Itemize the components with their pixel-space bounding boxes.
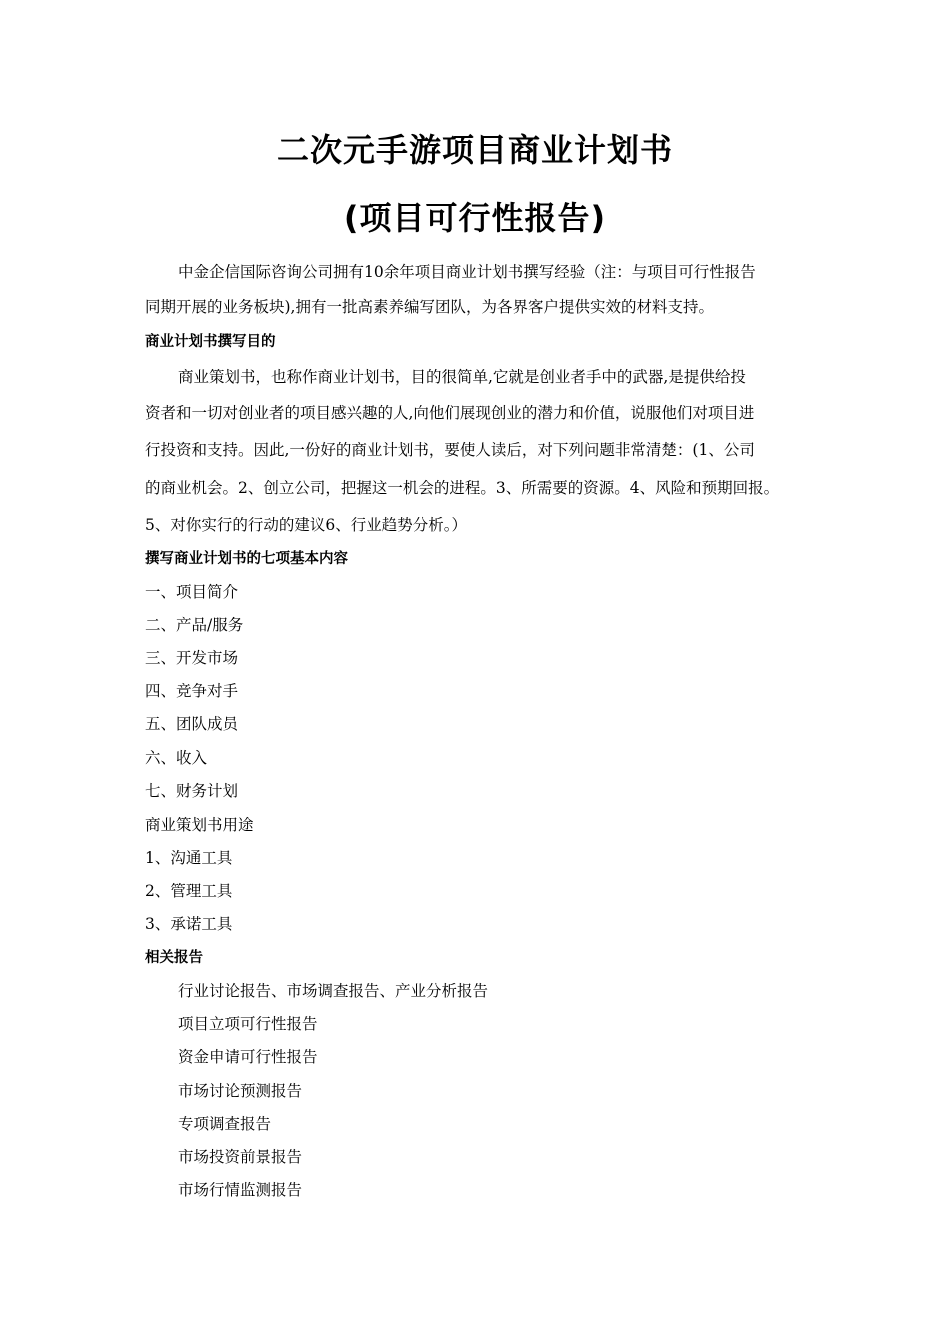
intro-line: 同期开展的业务板块),拥有一批高素养编写团队，为各界客户提供实效的材料支持。 bbox=[145, 298, 714, 316]
section-heading-contents: 撰写商业计划书的七项基本内容 bbox=[145, 551, 348, 567]
list-item: 五、团队成员 bbox=[145, 715, 239, 733]
list-item: 一、项目简介 bbox=[145, 583, 239, 601]
paragraph-line: 行投资和支持。因此,一份好的商业计划书，要使人读后，对下列问题非常清楚：(1、公司 bbox=[145, 441, 755, 459]
section-heading-related: 相关报告 bbox=[145, 950, 203, 966]
list-item: 2、管理工具 bbox=[145, 882, 233, 900]
related-report-item: 项目立项可行性报告 bbox=[178, 1015, 318, 1033]
related-report-item: 专项调查报告 bbox=[178, 1115, 272, 1133]
list-item: 二、产品/服务 bbox=[145, 616, 244, 634]
related-report-item: 行业讨论报告、市场调查报告、产业分析报告 bbox=[178, 982, 489, 1000]
list-item: 三、开发市场 bbox=[145, 649, 239, 667]
paragraph-line: 资者和一切对创业者的项目感兴趣的人,向他们展现创业的潜力和价值，说服他们对项目进 bbox=[145, 404, 755, 422]
paragraph-line: 5、对你实行的行动的建议6、行业趋势分析。） bbox=[145, 516, 467, 534]
paragraph-line: 商业策划书，也称作商业计划书，目的很简单,它就是创业者手中的武器,是提供给投 bbox=[178, 368, 746, 386]
intro-line: 中金企信国际咨询公司拥有10余年项目商业计划书撰写经验（注：与项目可行性报告 bbox=[178, 263, 756, 281]
related-report-item: 市场投资前景报告 bbox=[178, 1148, 303, 1166]
related-report-item: 资金申请可行性报告 bbox=[178, 1048, 318, 1066]
section-heading-purpose: 商业计划书撰写目的 bbox=[145, 334, 276, 350]
document-subtitle: (项目可行性报告) bbox=[343, 199, 607, 237]
related-report-item: 市场行情监测报告 bbox=[178, 1181, 303, 1199]
list-item: 六、收入 bbox=[145, 749, 208, 767]
list-item: 1、沟通工具 bbox=[145, 849, 233, 867]
document-title: 二次元手游项目商业计划书 bbox=[276, 131, 673, 169]
related-report-item: 市场讨论预测报告 bbox=[178, 1082, 303, 1100]
list-item: 四、竞争对手 bbox=[145, 682, 239, 700]
list-item: 七、财务计划 bbox=[145, 782, 239, 800]
list-item: 3、承诺工具 bbox=[145, 915, 233, 933]
section-heading-uses: 商业策划书用途 bbox=[145, 816, 254, 834]
paragraph-line: 的商业机会。2、创立公司，把握这一机会的进程。3、所需要的资源。4、风险和预期回报。 bbox=[145, 479, 780, 497]
